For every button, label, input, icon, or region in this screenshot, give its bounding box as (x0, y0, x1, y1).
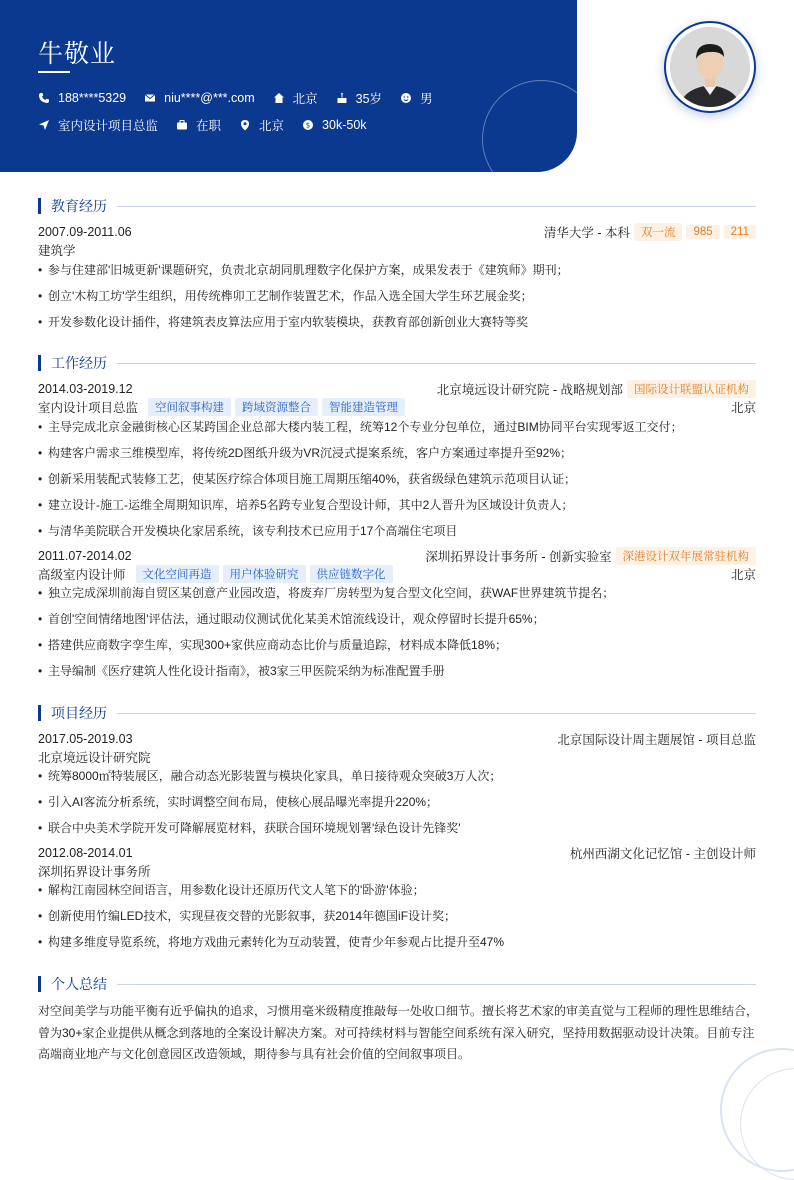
org-tag: 深港设计双年展常驻机构 (616, 547, 757, 565)
work-city: 北京 (730, 567, 756, 582)
header-banner (0, 0, 577, 172)
age-item (336, 89, 382, 107)
list-item: • 首创'空间情绪地图'评估法，通过眼动仪测试优化某美术馆流线设计，观众停留时长提升65%； (38, 611, 756, 628)
decorative-circle (482, 80, 577, 172)
section-work (38, 353, 756, 373)
candidate-name: 牛敬业 (38, 40, 117, 68)
work-org: 北京境远设计研究院 - 战略规划部 (436, 382, 623, 397)
education-major-row (38, 241, 756, 258)
section-title-education: 教育经历 (51, 198, 107, 214)
location-text: 北京 (292, 92, 318, 106)
gender-item (400, 89, 433, 107)
list-item: • 独立完成深圳前海自贸区某创意产业园改造，将废弃厂房转型为复合型文化空间，获WAF世界建筑节提名； (38, 585, 756, 602)
skill-tag: 供应链数字化 (310, 565, 393, 583)
work-role: 室内设计项目总监 (38, 400, 139, 415)
list-item: • 创立'木构工坊'学生组织，用传统榫卯工艺制作装置艺术，作品入选全国大学生环艺展金奖； (38, 288, 756, 305)
list-item: • 创新采用装配式装修工艺，使某医疗综合体项目施工周期压缩40%，获省级绿色建筑示范项目认证； (38, 471, 756, 488)
email-item (144, 91, 255, 105)
age-text: 35岁 (355, 92, 383, 106)
section-project (38, 703, 756, 723)
job-intent-row (38, 116, 385, 134)
target-role-item (38, 116, 158, 134)
skill-tag: 用户体验研究 (223, 565, 306, 583)
location-item (273, 89, 318, 107)
list-item: • 主导编制《医疗建筑人性化设计指南》，被3家三甲医院采纳为标准配置手册 (38, 663, 756, 680)
face-icon (400, 92, 412, 104)
project-title: 北京国际设计周主题展馆 - 项目总监 (557, 732, 756, 747)
list-item: • 创新使用竹编LED技术，实现昼夜交替的光影叙事，获2014年德国iF设计奖； (38, 908, 756, 925)
section-divider (117, 206, 756, 207)
gender-text: 男 (420, 92, 433, 106)
phone-item (38, 91, 126, 105)
target-city-item (239, 116, 284, 134)
salary-item (302, 118, 366, 132)
person-portrait-icon (670, 27, 750, 107)
org-tag: 国际设计联盟认证机构 (627, 380, 756, 398)
list-item: • 主导完成北京金融街核心区某跨国企业总部大楼内装工程，统筹12个专业分包单位，通过BIM协同平台实现零返工交付； (38, 419, 756, 436)
salary-text: 30k-50k (322, 118, 367, 132)
education-period: 2007.09-2011.06 (38, 224, 132, 239)
briefcase-icon (176, 119, 188, 131)
section-marker (38, 976, 41, 992)
section-summary (38, 974, 756, 994)
email-text: niu****@***.com (164, 91, 255, 105)
work-role-group (38, 565, 393, 583)
project-period: 2017.05-2019.03 (38, 731, 133, 746)
phone-icon (38, 92, 50, 104)
home-icon (273, 92, 285, 104)
work-org-group (425, 547, 756, 565)
project-entry-header (38, 730, 756, 747)
skill-tag: 跨域资源整合 (235, 398, 318, 416)
list-item: • 解构江南园林空间语言，用参数化设计还原历代文人笔下的'卧游'体验； (38, 882, 756, 899)
education-school: 清华大学 - 本科 (543, 225, 630, 240)
work-period: 2011.07-2014.02 (38, 548, 132, 563)
work-org: 深圳拓界设计事务所 - 创新实验室 (425, 549, 612, 564)
school-tag: 双一流 (634, 223, 683, 241)
section-divider (117, 984, 756, 985)
map-pin-icon (239, 119, 251, 131)
phone-text: 188****5329 (58, 91, 127, 105)
project-org: 深圳拓界设计事务所 (38, 864, 151, 879)
status-text: 在职 (196, 119, 222, 133)
project-title: 杭州西湖文化记忆馆 - 主创设计师 (569, 846, 756, 861)
status-item (176, 116, 221, 134)
list-item: • 构建多维度导览系统，将地方戏曲元素转化为互动装置，使青少年参观占比提升至47% (38, 934, 756, 951)
work-entry-header (38, 380, 756, 397)
cake-icon (336, 92, 348, 104)
section-title-project: 项目经历 (51, 705, 107, 721)
skill-tag: 文化空间再造 (136, 565, 219, 583)
avatar-photo (670, 27, 750, 107)
list-item: • 与清华美院联合开发模块化家居系统，该专利技术已应用于17个高端住宅项目 (38, 523, 756, 540)
education-school-group (544, 223, 756, 241)
work-org-group (437, 380, 756, 398)
list-item: • 搭建供应商数字孪生库，实现300+家供应商动态比价与质量追踪，材料成本降低18%； (38, 637, 756, 654)
list-item: • 构建客户需求三维模型库，将传统2D图纸升级为VR沉浸式提案系统，客户方案通过率提升至92%； (38, 445, 756, 462)
work-role-row (38, 398, 756, 415)
project-org-row (38, 748, 756, 765)
section-divider (117, 363, 756, 364)
project-entry-header (38, 844, 756, 861)
section-marker (38, 198, 41, 214)
money-icon (302, 119, 314, 131)
work-period: 2014.03-2019.12 (38, 381, 133, 396)
target-role-text: 室内设计项目总监 (58, 119, 159, 133)
target-city-text: 北京 (259, 119, 285, 133)
skill-tag: 空间叙事构建 (148, 398, 231, 416)
work-role-group (38, 398, 405, 416)
work-entry-header (38, 547, 756, 564)
education-major: 建筑学 (38, 243, 76, 258)
svg-text:$: $ (305, 121, 311, 130)
work-city: 北京 (730, 400, 756, 415)
skill-tag: 智能建造管理 (322, 398, 405, 416)
section-marker (38, 705, 41, 721)
section-education (38, 196, 756, 216)
section-title-summary: 个人总结 (51, 976, 107, 992)
avatar (664, 21, 756, 113)
list-item: • 联合中央美术学院开发可降解展览材料，获联合国环境规划署'绿色设计先锋奖' (38, 820, 756, 837)
list-item: • 建立设计-施工-运维全周期知识库，培养5名跨专业复合型设计师，其中2人晋升为区域设计负责人； (38, 497, 756, 514)
email-icon (144, 92, 156, 104)
list-item: • 开发参数化设计插件，将建筑表皮算法应用于室内软装模块，获教育部创新创业大赛特等奖 (38, 314, 756, 331)
project-org: 北京境远设计研究院 (38, 750, 151, 765)
section-title-work: 工作经历 (51, 355, 107, 371)
school-tag: 211 (724, 225, 756, 239)
project-period: 2012.08-2014.01 (38, 845, 133, 860)
section-divider (117, 713, 756, 714)
name-underline (38, 71, 70, 73)
send-icon (38, 119, 50, 131)
summary-text: 对空间美学与功能平衡有近乎偏执的追求，习惯用毫米级精度推敲每一处收口细节。擅长将艺术家的审美直觉与工程师的理性思维结合，曾为30+家企业提供从概念到落地的全案设计解决方案。对可持续材料与智能空间系统有深入研究，坚持用数据驱动设计决策。目前专注高端商业地产与文化创意园区改造领域，期待参与具有社会价值的空间叙事项目。 (38, 1004, 759, 1061)
list-item: • 统筹8000㎡特装展区，融合动态光影装置与模块化家具，单日接待观众突破3万人次； (38, 768, 756, 785)
work-role: 高级室内设计师 (38, 567, 126, 582)
school-tag: 985 (686, 225, 719, 239)
project-org-row (38, 862, 756, 879)
section-marker (38, 355, 41, 371)
list-item: • 引入AI客流分析系统，实时调整空间布局，使核心展品曝光率提升220%； (38, 794, 756, 811)
education-entry-header (38, 223, 756, 240)
list-item: • 参与住建部'旧城更新'课题研究，负责北京胡同肌理数字化保护方案，成果发表于《建筑师》期刊； (38, 262, 756, 279)
work-role-row (38, 565, 756, 582)
contact-row (38, 89, 451, 107)
